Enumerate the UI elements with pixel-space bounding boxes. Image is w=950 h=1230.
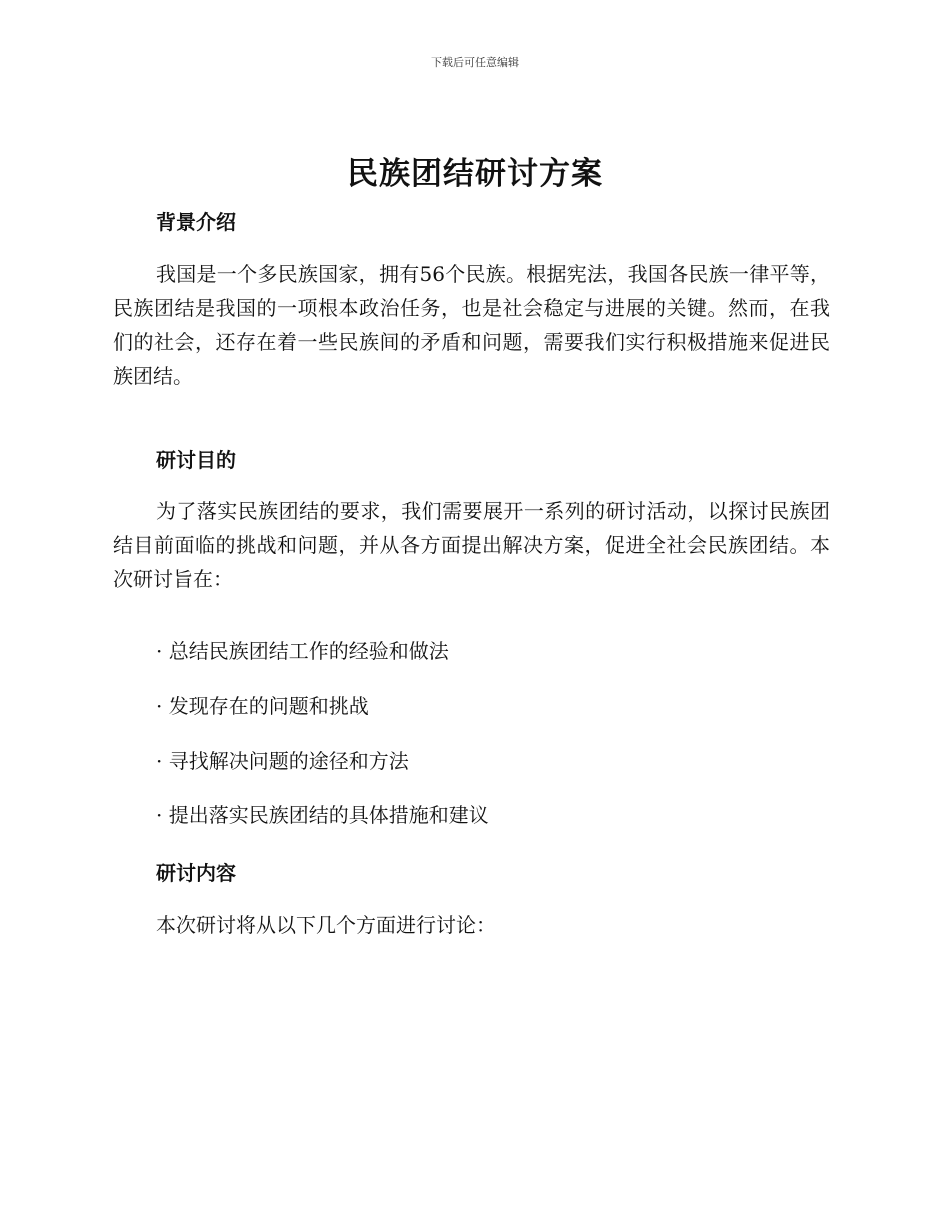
section-heading-background: 背景介绍 [156,210,236,234]
bullet-item: · 总结民族团结工作的经验和做法 [156,639,449,663]
section-paragraph-purpose: 为了落实民族团结的要求，我们需要展开一系列的研讨活动，以探讨民族团结目前面临的挑战和问题，并从各方面提出解决方案，促进全社会民族团结。本次研讨旨在： [113,499,830,591]
section-heading-purpose: 研讨目的 [156,448,236,472]
section-heading-content: 研讨内容 [156,861,236,885]
section-paragraph-content: 本次研讨将从以下几个方面进行讨论： [156,913,496,937]
document-title: 民族团结研讨方案 [347,156,603,192]
bullet-item: · 发现存在的问题和挑战 [156,694,369,718]
bullet-item: · 提出落实民族团结的具体措施和建议 [156,803,489,827]
page-header-note: 下载后可任意编辑 [431,56,519,69]
section-paragraph-background: 我国是一个多民族国家，拥有56个民族。根据宪法，我国各民族一律平等，民族团结是我国的一项根本政治任务，也是社会稳定与进展的关键。然而，在我们的社会，还存在着一些民族间的矛盾和问题，需要我们实行积极措施来促进民族团结。 [113,262,830,388]
bullet-item: · 寻找解决问题的途径和方法 [156,749,409,773]
